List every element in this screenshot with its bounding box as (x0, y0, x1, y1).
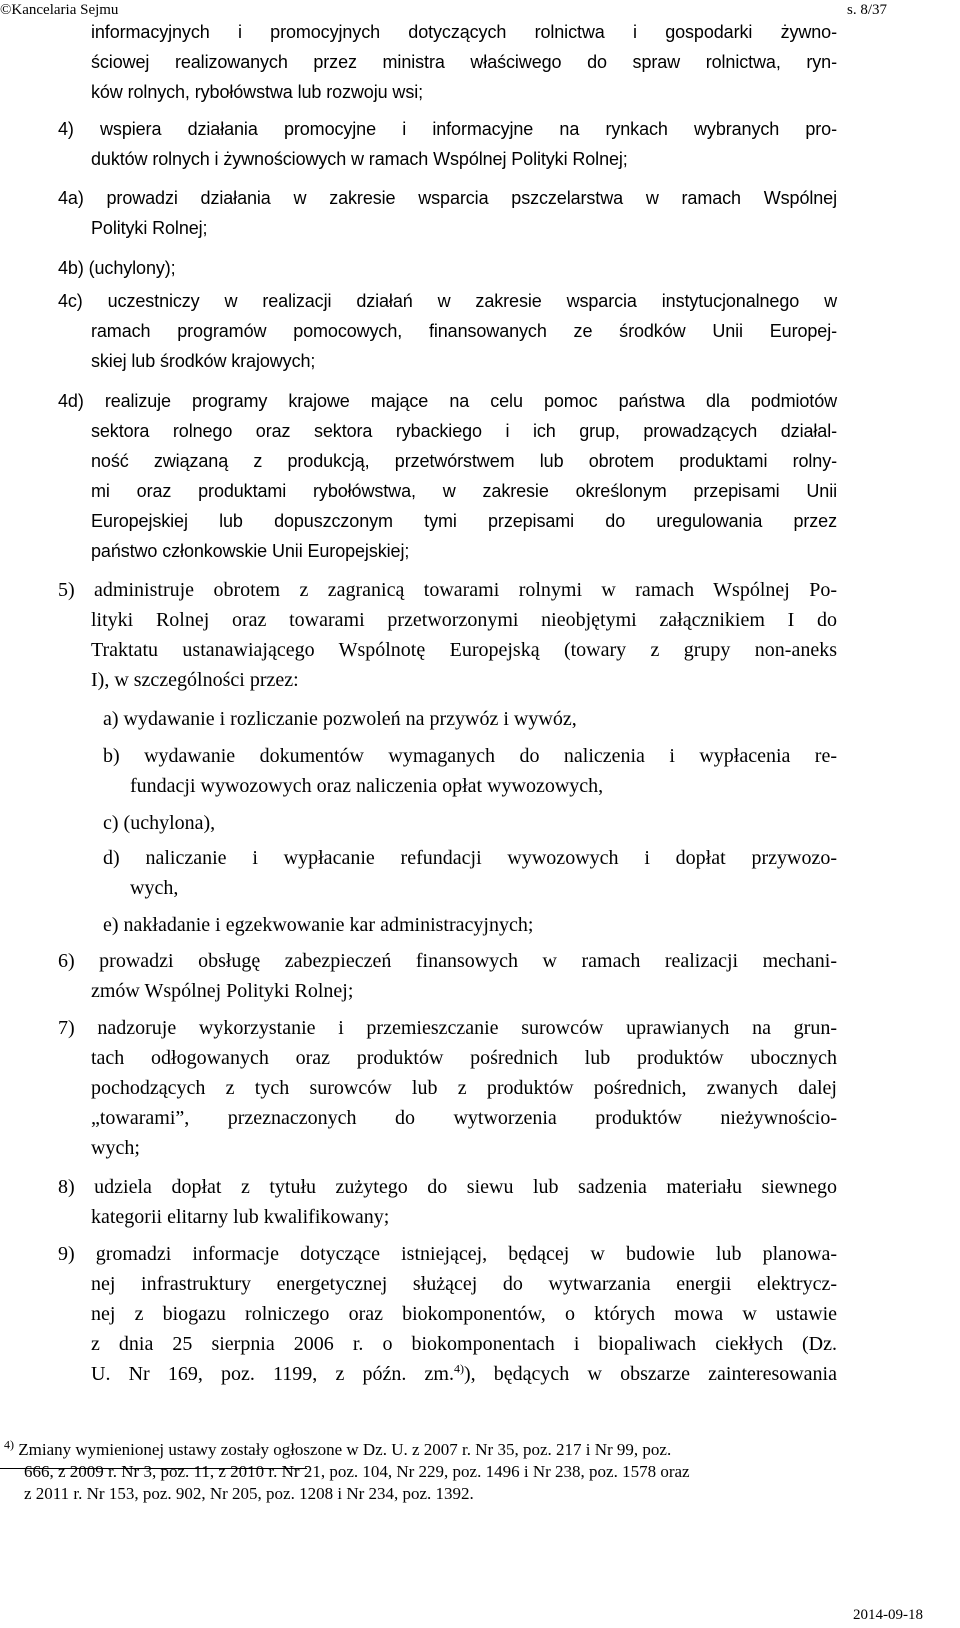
sub-item-c: c) (uchylona), (103, 812, 216, 834)
header-source: ©Kancelaria Sejmu (0, 2, 119, 18)
list-item-4: 4) wspiera działania promocyjne i informacyjne na rynkach wybranych pro- duktów rolnych i żywnościowych w ramach Wspólnej Polityki Rolnej; (58, 119, 837, 169)
list-item-7: 7) nadzoruje wykorzystanie i przemieszczanie surowców uprawianych na grun- tach odłogowanych oraz produktów pośrednich lub produktów ubocznych pochodzących z tych surowców lub z produktów pośrednich, zwanych dalej „towarami”, przeznaczonych do wytworzenia produktów nieżywnościo- wych; (58, 1017, 837, 1159)
footnote-4: $^{4)}$ Zmiany wymienionej ustawy zostały ogłoszone w Dz. U. z 2007 r. Nr 35, poz. 217 i Nr 99, poz. 666, z 2009 r. Nr 3, poz. 11, z 2010 r. Nr 21, poz. 104, Nr 229, poz. 1496 i Nr 238, poz. 1578 oraz z 2011 r. Nr 153, poz. 902, Nr 205, poz. 1208 i Nr 234, poz. 1392. (4, 1437, 690, 1503)
list-item-4c: 4c) uczestniczy w realizacji działań w zakresie wsparcia instytucjonalnego w ramach programów pomocowych, finansowanych ze środków Unii Europej- skiej lub środków krajowych; (58, 291, 837, 371)
list-item-6: 6) prowadzi obsługę zabezpieczeń finansowych w ramach realizacji mechani- zmów Wspólnej Polityki Rolnej; (58, 950, 837, 1002)
list-item-8: 8) udziela dopłat z tytułu zużytego do siewu lub sadzenia materiału siewnego kategorii elitarny lub kwalifikowany; (58, 1176, 837, 1228)
footnote-marker: 4) (4, 1437, 14, 1452)
list-item-5: 5) administruje obrotem z zagranicą towarami rolnymi w ramach Wspólnej Po- lityki Rolnej oraz towarami przetworzonymi nieobjętymi załącznikiem I do Traktatu ustanawiającego Wspólnotę Europejską (towary z grupy non-aneks I), w szczególności przez: (58, 579, 837, 691)
list-item-4d: 4d) realizuje programy krajowe mające na celu pomoc państwa dla podmiotów sektora rolnego oraz sektora rybackiego i ich grup, prowadzących działal- ność związaną z produkcją, przetwórstwem lub obrotem produktami rolny- mi oraz produktami rybołówstwa, w zakresie określonym przepisami Unii Europejskiej lub dopuszczonym tymi przepisami do uregulowania przez państwo członkowskie Unii Europejskiej; (58, 391, 837, 561)
list-item-4b: 4b) (uchylony); (58, 258, 176, 278)
paragraph-continuation: informacyjnych i promocyjnych dotyczących rolnictwa i gospodarki żywno- ściowej realizowanych przez ministra właściwego do spraw rolnictwa, ryn- ków rolnych, rybołówstwa lub rozwoju wsi; (91, 22, 837, 102)
sub-item-d: d) naliczanie i wypłacanie refundacji wywozowych i dopłat przywozo- wych, (103, 847, 837, 899)
sub-item-b: b) wydawanie dokumentów wymaganych do naliczenia i wypłacenia re- fundacji wywozowych oraz naliczenia opłat wywozowych, (103, 745, 837, 797)
header-page-number: s. 8/37 (847, 2, 888, 18)
sub-item-a: a) wydawanie i rozliczanie pozwoleń na przywóz i wywóz, (103, 708, 577, 730)
footer-date: 2014-09-18 (853, 1607, 923, 1623)
sub-item-e: e) nakładanie i egzekwowanie kar administracyjnych; (103, 914, 534, 936)
footnote-reference[interactable]: 4) (453, 1361, 464, 1376)
list-item-9: 9) gromadzi informacje dotyczące istniejącej, będącej w budowie lub planowa- nej infrastruktury energetycznej służącej do wytwarzania energii elektrycz- nej z biogazu rolniczego oraz biokomponentów, o których mowa w ustawie z dnia 25 sierpnia 2006 r. o biokomponentach i biopaliwach ciekłych (Dz. U. Nr 169, poz. 1199, z późn. zm.$^{4)}$), będących w obszarze zainteresowania (58, 1243, 837, 1385)
list-item-4a: 4a) prowadzi działania w zakresie wsparcia pszczelarstwa w ramach Wspólnej Polityki Rolnej; (58, 188, 837, 238)
